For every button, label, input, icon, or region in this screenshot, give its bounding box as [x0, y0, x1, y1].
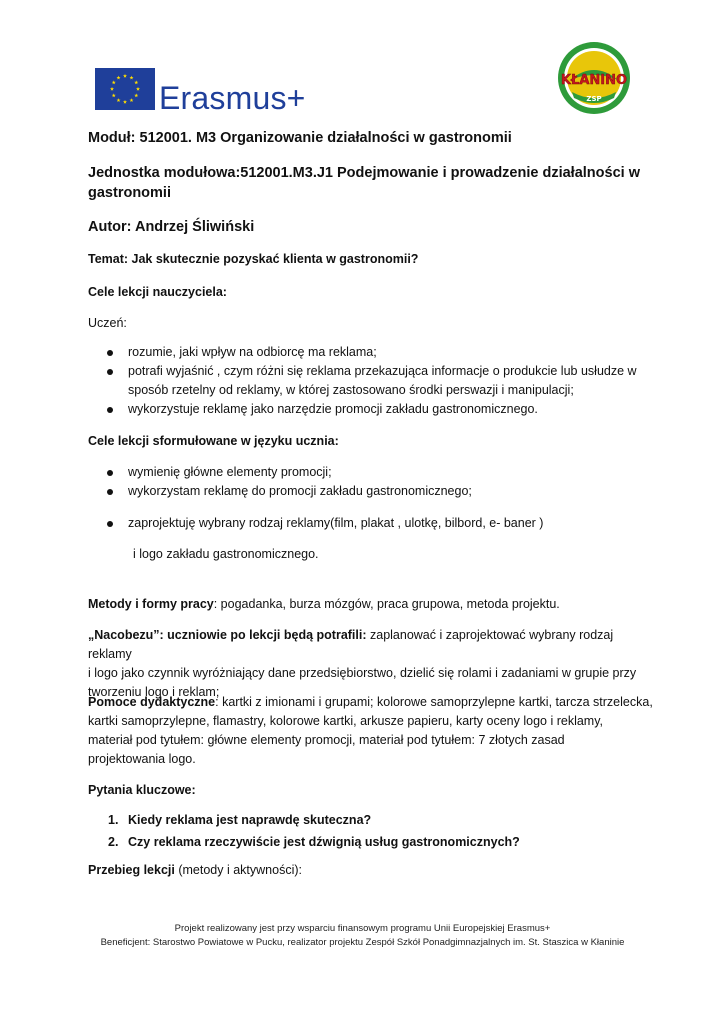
nacobezu-paragraph: [88, 626, 658, 702]
eu-flag-icon: [95, 68, 155, 110]
bullet-icon: [107, 350, 113, 356]
list-item-continuation: sposób rzetelny od reklamy, w której zastosowano środki perswazji i manipulacji;: [128, 383, 574, 397]
pomoce-line1: : kartki z imionami i grupami; kolorowe samoprzylepne kartki, tarcza strzelecka,: [215, 695, 653, 709]
pomoce-label: Pomoce dydaktyczne: [88, 695, 216, 709]
school-logo-subtext: ZSP: [586, 95, 602, 103]
cele-ucznia-continuation: i logo zakładu gastronomicznego.: [133, 547, 319, 561]
list-item: wykorzystam reklamę do promocji zakładu gastronomicznego;: [88, 482, 648, 501]
cele-ucznia-list-2: [88, 514, 648, 533]
bullet-icon: [107, 521, 113, 527]
nacobezu-label: „Nacobezu”: uczniowie po lekcji będą potrafili:: [88, 628, 367, 642]
bullet-icon: [107, 407, 113, 413]
pomoce-line4: projektowania logo.: [88, 752, 196, 766]
pomoce-paragraph: [88, 693, 658, 769]
nacobezu-line3: tworzeniu logo i reklam;: [88, 685, 220, 699]
footer-line1: Projekt realizowany jest przy wsparciu finansowym programu Unii Europejskiej Erasmus+: [174, 923, 551, 934]
modul-heading: Moduł: 512001. M3 Organizowanie działalności w gastronomii: [88, 130, 512, 146]
autor-heading: Autor: Andrzej Śliwiński: [88, 219, 255, 235]
bullet-icon: [107, 470, 113, 476]
jednostka-heading-line1: Jednostka modułowa:512001.M3.J1 Podejmowanie i prowadzenie działalności w: [88, 165, 640, 181]
school-logo: [556, 40, 632, 116]
przebieg-text: (metody i aktywności):: [174, 863, 302, 877]
uczen-intro: Uczeń:: [88, 316, 127, 330]
metody-paragraph: [88, 595, 648, 614]
list-item: wykorzystuje reklamę jako narzędzie promocji zakładu gastronomicznego.: [88, 400, 648, 419]
list-item: 2. Czy reklama rzeczywiście jest dźwignią usług gastronomicznych?: [108, 835, 520, 849]
erasmus-logo: [95, 68, 305, 116]
temat-line: Temat: Jak skutecznie pozyskać klienta w gastronomii?: [88, 252, 419, 266]
list-item: potrafi wyjaśnić , czym różni się reklama przekazująca informacje o produkcie lub usłudze w: [88, 362, 648, 381]
przebieg-label: Przebieg lekcji: [88, 863, 175, 877]
pomoce-line3: materiał pod tytułem: główne elementy promocji, materiał pod tytułem: 7 złotych zasad: [88, 733, 565, 747]
cele-ucznia-list: [88, 463, 648, 501]
list-item: 1. Kiedy reklama jest naprawdę skuteczna?: [108, 813, 372, 827]
metody-label: Metody i formy pracy: [88, 597, 214, 611]
school-logo-text: KŁANINO: [560, 73, 628, 88]
list-item: zaprojektuję wybrany rodzaj reklamy(film, plakat , ulotkę, bilbord, e- baner ): [88, 514, 648, 533]
przebieg-paragraph: [88, 861, 648, 880]
erasmus-wordmark: Erasmus+: [159, 80, 306, 116]
nacobezu-line1: zaplanować i zaprojektować wybrany rodzaj reklamy: [88, 628, 614, 661]
pytania-list: [88, 809, 648, 853]
cele-nauczyciela-heading: Cele lekcji nauczyciela:: [88, 285, 227, 299]
bullet-icon: [107, 369, 113, 375]
pytania-heading: Pytania kluczowe:: [88, 783, 196, 797]
bullet-icon: [107, 489, 113, 495]
pomoce-line2: kartki samoprzylepne, flamastry, kolorowe kartki, arkusze papieru, karty oceny logo i reklamy,: [88, 714, 604, 728]
cele-nauczyciela-list: [88, 343, 648, 419]
nacobezu-line2: i logo jako czynnik wyróżniający dane przedsiębiorstwo, dzielić się rolami i zadaniami w grupie przy: [88, 666, 637, 680]
footer-line2: Beneficjent: Starostwo Powiatowe w Pucku, realizator projektu Zespół Szkół Ponadgimnazjalnych im. St. Staszica w Kłaninie: [100, 937, 625, 948]
list-item: wymienię główne elementy promocji;: [88, 463, 648, 482]
list-item: rozumie, jaki wpływ na odbiorcę ma reklama;: [88, 343, 648, 362]
cele-ucznia-heading: Cele lekcji sformułowane w języku ucznia:: [88, 434, 339, 448]
jednostka-heading-line2: gastronomii: [88, 185, 171, 201]
metody-text: : pogadanka, burza mózgów, praca grupowa, metoda projektu.: [213, 597, 560, 611]
